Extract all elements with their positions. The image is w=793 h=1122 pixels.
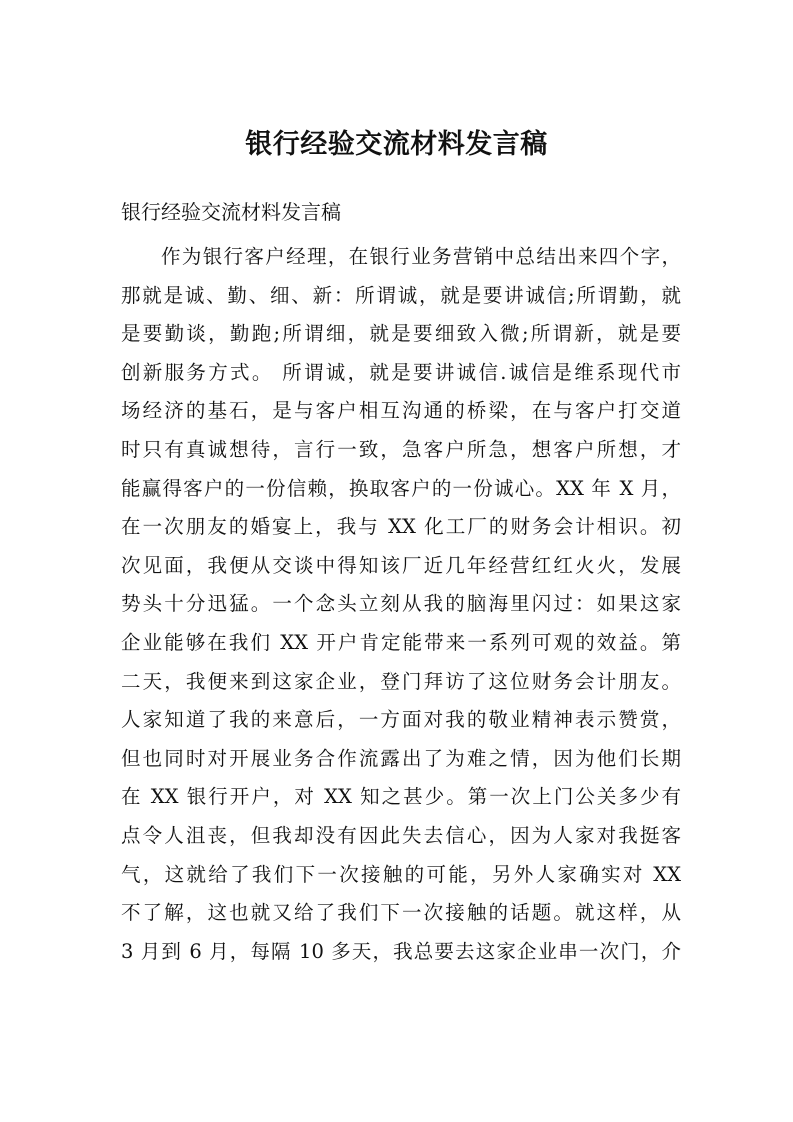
body-line: 势头十分迅猛。一个念头立刻从我的脑海里闪过：如果这家 [121, 592, 681, 616]
body-line: 二天，我便来到这家企业，登门拜访了这位财务会计朋友。 [121, 669, 681, 693]
body-line: 点令人沮丧，但我却没有因此失去信心，因为人家对我挺客 [121, 823, 681, 847]
body-line: 在一次朋友的婚宴上，我与 XX 化工厂的财务会计相识。初 [121, 515, 681, 539]
body-line: 作为银行客户经理，在银行业务营销中总结出来四个字， [161, 245, 681, 268]
body-line: 但也同时对开展业务合作流露出了为难之情，因为他们长期 [121, 746, 681, 770]
body-line: 企业能够在我们 XX 开户肯定能带来一系列可观的效益。第 [121, 630, 681, 654]
body-line: 3 月到 6 月，每隔 10 多天，我总要去这家企业串一次门，介 [121, 939, 681, 963]
document-title: 银行经验交流材料发言稿 [245, 129, 548, 160]
document-subtitle: 银行经验交流材料发言稿 [121, 200, 341, 224]
body-line: 时只有真诚想待，言行一致，急客户所急，想客户所想，才 [121, 437, 681, 461]
body-line: 场经济的基石，是与客户相互沟通的桥梁，在与客户打交道 [121, 399, 681, 423]
document-body [121, 238, 681, 971]
body-line: 次见面，我便从交谈中得知该厂近几年经营红红火火，发展 [121, 553, 681, 577]
body-line: 创新服务方式。 所谓诚，就是要讲诚信.诚信是维系现代市 [121, 360, 681, 384]
body-line: 在 XX 银行开户，对 XX 知之甚少。第一次上门公关多少有 [121, 785, 681, 809]
body-line: 气，这就给了我们下一次接触的可能，另外人家确实对 XX [121, 862, 681, 886]
body-line: 是要勤谈，勤跑;所谓细，就是要细致入微;所谓新，就是要 [121, 322, 681, 346]
body-line: 人家知道了我的来意后，一方面对我的敬业精神表示赞赏， [121, 708, 681, 732]
body-line: 不了解，这也就又给了我们下一次接触的话题。就这样，从 [121, 901, 681, 925]
body-line: 能赢得客户的一份信赖，换取客户的一份诚心。XX 年 X 月， [121, 476, 681, 500]
body-line: 那就是诚、勤、细、新：所谓诚，就是要讲诚信;所谓勤，就 [121, 283, 681, 307]
